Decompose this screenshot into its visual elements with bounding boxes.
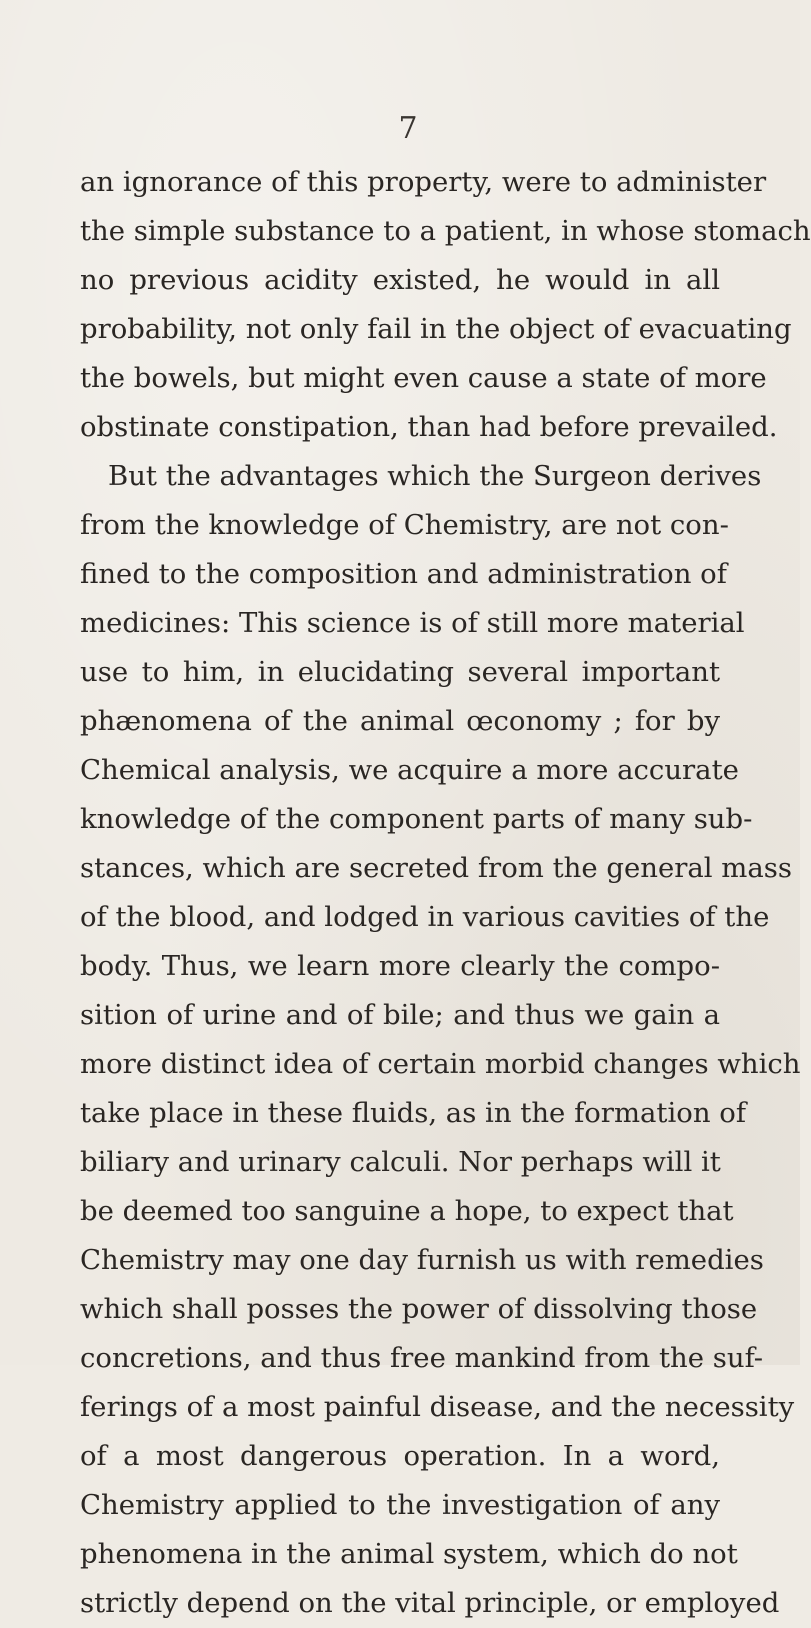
text-line: from the knowledge of Chemistry, are not con-: [80, 509, 729, 541]
text-line: use to him, in elucidating several important: [80, 656, 720, 688]
text-line: which shall posses the power of dissolving those: [80, 1293, 758, 1325]
text-line: body. Thus, we learn more clearly the compo-: [80, 950, 720, 982]
text-line: obstinate constipation, than had before prevailed.: [80, 411, 778, 443]
text-line: phænomena of the animal œconomy ; for by: [80, 705, 720, 737]
text-line: probability, not only fail in the object of evacuating: [80, 313, 792, 345]
text-line: Chemical analysis, we acquire a more accurate: [80, 754, 739, 786]
text-line: ferings of a most painful disease, and the necessity: [80, 1391, 795, 1423]
text-line: concretions, and thus free mankind from the suf-: [80, 1342, 764, 1374]
text-line: strictly depend on the vital principle, or employed: [80, 1587, 780, 1619]
text-line: But the advantages which the Surgeon derives: [108, 460, 762, 492]
text-line: Chemistry applied to the investigation of any: [80, 1489, 720, 1521]
text-line: phenomena in the animal system, which do not: [80, 1538, 738, 1570]
text-line: Chemistry may one day furnish us with remedies: [80, 1244, 764, 1276]
text-line: the simple substance to a patient, in whose stomach: [80, 215, 811, 247]
text-line: stances, which are secreted from the general mass: [80, 852, 792, 884]
text-line: be deemed too sanguine a hope, to expect that: [80, 1195, 734, 1227]
text-line: sition of urine and of bile; and thus we gain a: [80, 999, 720, 1031]
text-line: biliary and urinary calculi. Nor perhaps will it: [80, 1146, 721, 1178]
text-line: no previous acidity existed, he would in all: [80, 264, 720, 296]
text-line: medicines: This science is of still more material: [80, 607, 745, 639]
text-line: fined to the composition and administration of: [80, 558, 727, 590]
text-line: of a most dangerous operation. In a word,: [80, 1440, 720, 1472]
text-line: knowledge of the component parts of many sub-: [80, 803, 753, 835]
text-line: take place in these fluids, as in the formation of: [80, 1097, 747, 1129]
text-line: more distinct idea of certain morbid changes which: [80, 1048, 801, 1080]
page-number: 7: [398, 111, 418, 146]
text-line: an ignorance of this property, were to administer: [80, 166, 767, 198]
body-text: [80, 158, 811, 1628]
text-line: the bowels, but might even cause a state of more: [80, 362, 767, 394]
text-line: of the blood, and lodged in various cavities of the: [80, 901, 770, 933]
